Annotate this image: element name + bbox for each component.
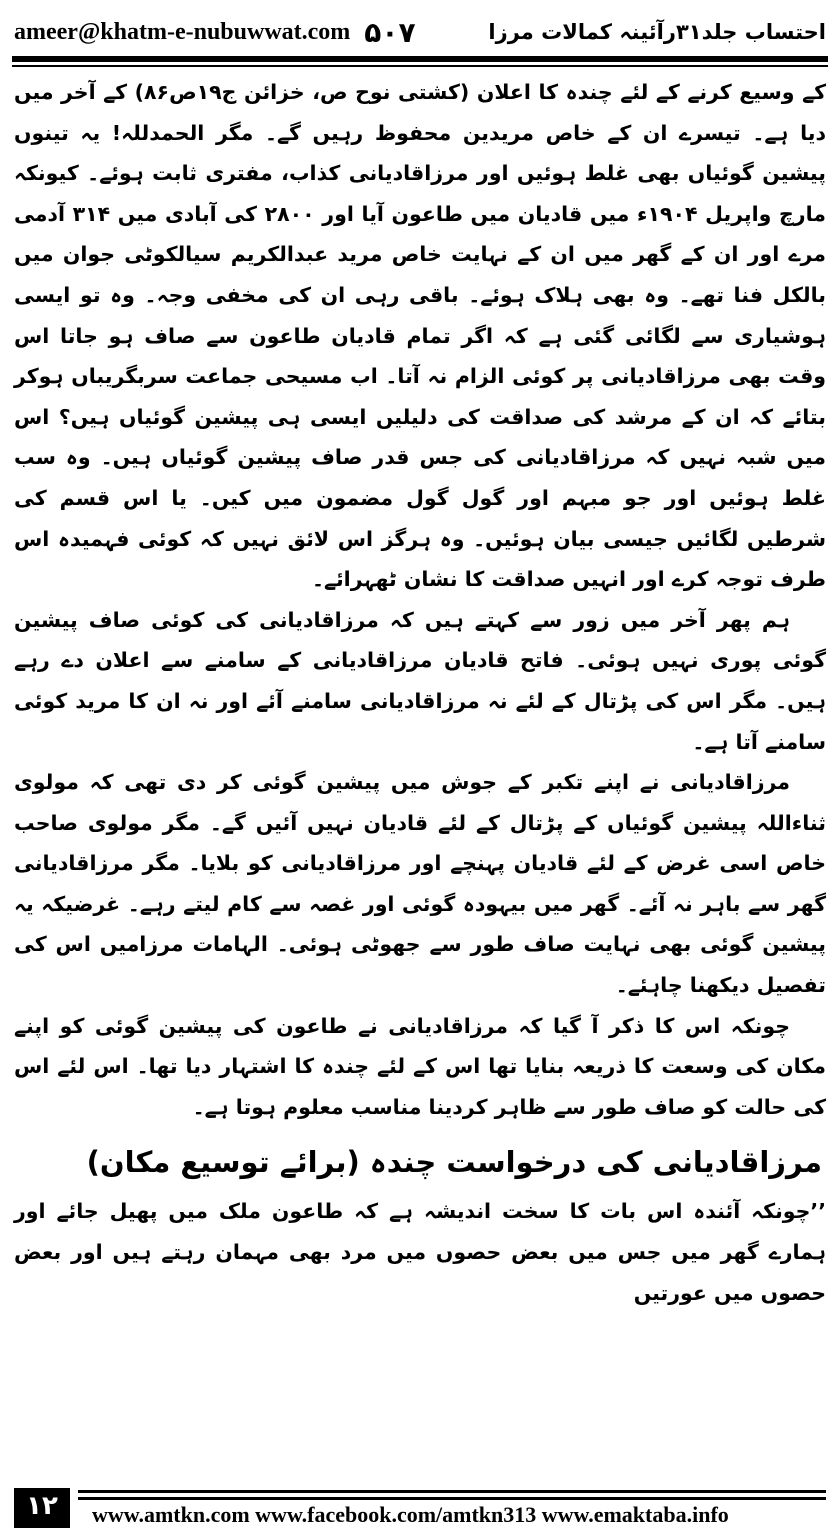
footer-divider-2	[78, 1497, 826, 1500]
header-divider-thin	[12, 65, 828, 67]
header-left	[14, 16, 416, 49]
footer-divider	[78, 1490, 826, 1493]
header-title: احتساب جلد۳۱رآئینہ کمالات مرزا	[488, 20, 826, 44]
footer-page-index: ۱۲	[14, 1488, 70, 1528]
quote-paragraph: ’’چونکہ آئندہ اس بات کا سخت اندیشہ ہے کہ طاعون ملک میں پھیل جائے اور ہمارے گھر میں جس میں بعض حصوں میں مرد بھی مہمان رہتے ہیں اور بعض حصوں میں عورتیں	[14, 1199, 826, 1305]
page-header	[14, 14, 826, 50]
paragraph-3: مرزاقادیانی نے اپنے تکبر کے جوش میں پیشین گوئی کر دی تھی کہ مولوی ثناءاللہ پیشین گوئیاں کے پڑتال کے لئے قادیان نہیں آئیں گے۔ مگر مولوی صاحب خاص اسی غرض کے لئے قادیان پہنچے اور مرزاقادیانی کو بلایا۔ مگر مرزاقادیانی گھر سے باہر نہ آئے۔ گھر میں بیہودہ گوئی اور غصہ سے کام لیتے رہے۔ غرضیکہ یہ پیشین گوئی بھی نہایت صاف طور سے جھوٹی ہوئی۔ الہامات مرزامیں اس کی تفصیل دیکھنا چاہئے۔	[14, 770, 826, 998]
header-page-number: ۵۰۷	[364, 15, 416, 49]
page-footer	[14, 1488, 826, 1528]
page-body	[14, 72, 826, 1313]
header-divider	[12, 56, 828, 62]
paragraph-1: کے وسیع کرنے کے لئے چندہ کا اعلان (کشتی نوح ص، خزائن ج۱۹ص۸۶) کے آخر میں دیا ہے۔ تیسرے ان کے خاص مریدین محفوظ رہیں گے۔ مگر الحمدللہ! یہ تینوں پیشین گوئیاں بھی غلط ہوئیں اور مرزاقادیانی کذاب، مفتری ثابت ہوئے۔ کیونکہ مارچ واپریل ۱۹۰۴ء میں قادیان میں طاعون آیا اور ۲۸۰۰ کی آبادی میں ۳۱۴ آدمی مرے اور ان کے گھر میں ان کے نہایت خاص مرید عبدالکریم سیالکوٹی جوان میں بالکل فنا تھے۔ وہ بھی ہلاک ہوئے۔ باقی رہی ان کی مخفی وجہ۔ وہ تو ایسی ہوشیاری سے لگائی گئی ہے کہ اگر تمام قادیان طاعون سے صاف ہو جاتا اس وقت بھی مرزاقادیانی پر کوئی الزام نہ آتا۔ اب مسیحی جماعت سربگریباں ہوکر بتائے کہ ان کے مرشد کی صداقت کی دلیلیں ایسی ہی پیشین گوئیاں ہیں؟ اس میں شبہ نہیں کہ مرزاقادیانی کی جس قدر صاف پیشین گوئیاں ہیں۔ وہ سب غلط ہوئیں اور جو مبہم اور گول گول مضمون میں کیں۔ یا اس قسم کی شرطیں لگائیں جیسی بیان ہوئیں۔ وہ ہرگز اس لائق نہیں کہ کوئی فہمیدہ اس طرف توجہ کرے اور انہیں صداقت کا نشان ٹھہرائے۔	[14, 80, 827, 592]
header-email: ameer@khatm-e-nubuwwat.com	[14, 18, 351, 45]
footer-links: www.amtkn.com www.facebook.com/amtkn313 www.emaktaba.info	[92, 1502, 729, 1527]
paragraph-2: ہم پھر آخر میں زور سے کہتے ہیں کہ مرزاقادیانی کی کوئی صاف پیشین گوئی پوری نہیں ہوئی۔ فاتح قادیان مرزاقادیانی کے سامنے سے اعلان دے رہے ہیں۔ مگر اس کی پڑتال کے لئے نہ مرزاقادیانی سامنے آئے اور نہ ان کا مرید کوئی سامنے آتا ہے۔	[14, 607, 826, 754]
paragraph-4: چونکہ اس کا ذکر آ گیا کہ مرزاقادیانی نے طاعون کی پیشین گوئی کو اپنے مکان کی وسعت کا ذریعہ بنایا تھا اس کے لئے چندہ کا اشتہار دیا تھا۔ اس لئے اس کی حالت کو صاف طور سے ظاہر کردینا مناسب معلوم ہوتا ہے۔	[14, 1013, 826, 1119]
section-heading: مرزاقادیانی کی درخواست چندہ (برائے توسیع مکان)	[86, 1145, 822, 1180]
